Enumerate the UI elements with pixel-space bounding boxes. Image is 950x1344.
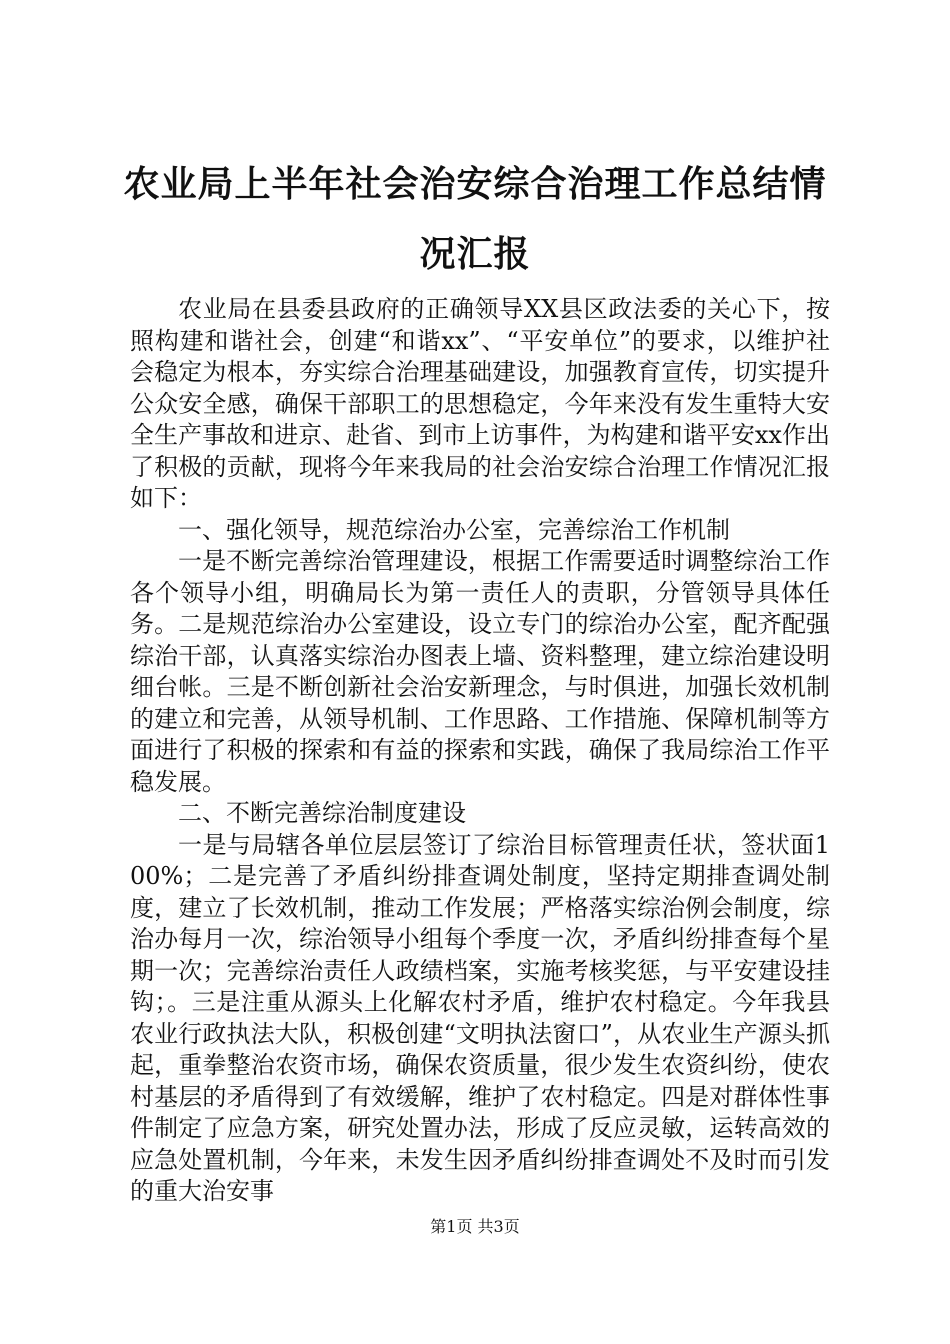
section-1-paragraph: 一是不断完善综治管理建设，根据工作需要适时调整综治工作各个领导小组，明确局长为第一责任人的责职，分管领导具体任务。二是规范综治办公室建设，设立专门的综治办公室，配齐配强综治干部，认真落实综治办图表上墙、资料整理，建立综治建设明细台帐。三是不断创新社会治安新理念，与时俱进，加强长效机制的建立和完善，从领导机制、工作思路、工作措施、保障机制等方面进行了积极的探索和有益的探索和实践，确保了我局综治工作平稳发展。 bbox=[130, 547, 830, 796]
intro-paragraph: 农业局在县委县政府的正确领导XX县区政法委的关心下，按照构建和谐社会，创建“和谐xx”、“平安单位”的要求，以维护社会稳定为根本，夯实综合治理基础建设，加强教育宣传，切实提升公众安全感，确保干部职工的思想稳定，今年来没有发生重特大安全生产事故和进京、赴省、到市上访事件，为构建和谐平安xx作出了积极的贡献，现将今年来我局的社会治安综合治理工作情况汇报如下： bbox=[130, 295, 830, 512]
document-body bbox=[130, 294, 830, 1208]
section-2-paragraph: 一是与局辖各单位层层签订了综治目标管理责任状，签状面100%；二是完善了矛盾纠纷排查调处制度，坚持定期排查调处制度，建立了长效机制，推动工作发展；严格落实综治例会制度，综治办每月一次，综治领导小组每个季度一次，矛盾纠纷排查每个星期一次；完善综治责任人政绩档案，实施考核奖惩，与平安建设挂钩；。三是注重从源头上化解农村矛盾，维护农村稳定。今年我县农业行政执法大队，积极创建“文明执法窗口”，从农业生产源头抓起，重拳整治农资市场，确保农资质量，很少发生农资纠纷，使农村基层的矛盾得到了有效缓解，维护了农村稳定。四是对群体性事件制定了应急方案，研究处置办法，形成了反应灵敏，运转高效的应急处置机制，今年来，未发生因矛盾纠纷排查调处不及时而引发的重大治安事 bbox=[130, 830, 830, 1205]
section-heading-2: 二、不断完善综治制度建设 bbox=[178, 799, 466, 827]
document-title: 农业局上半年社会治安综合治理工作总结情况汇报 bbox=[123, 164, 827, 275]
section-heading-1: 一、强化领导，规范综治办公室，完善综治工作机制 bbox=[178, 515, 730, 544]
page-number-footer: 第1页 共3页 bbox=[430, 1217, 520, 1236]
